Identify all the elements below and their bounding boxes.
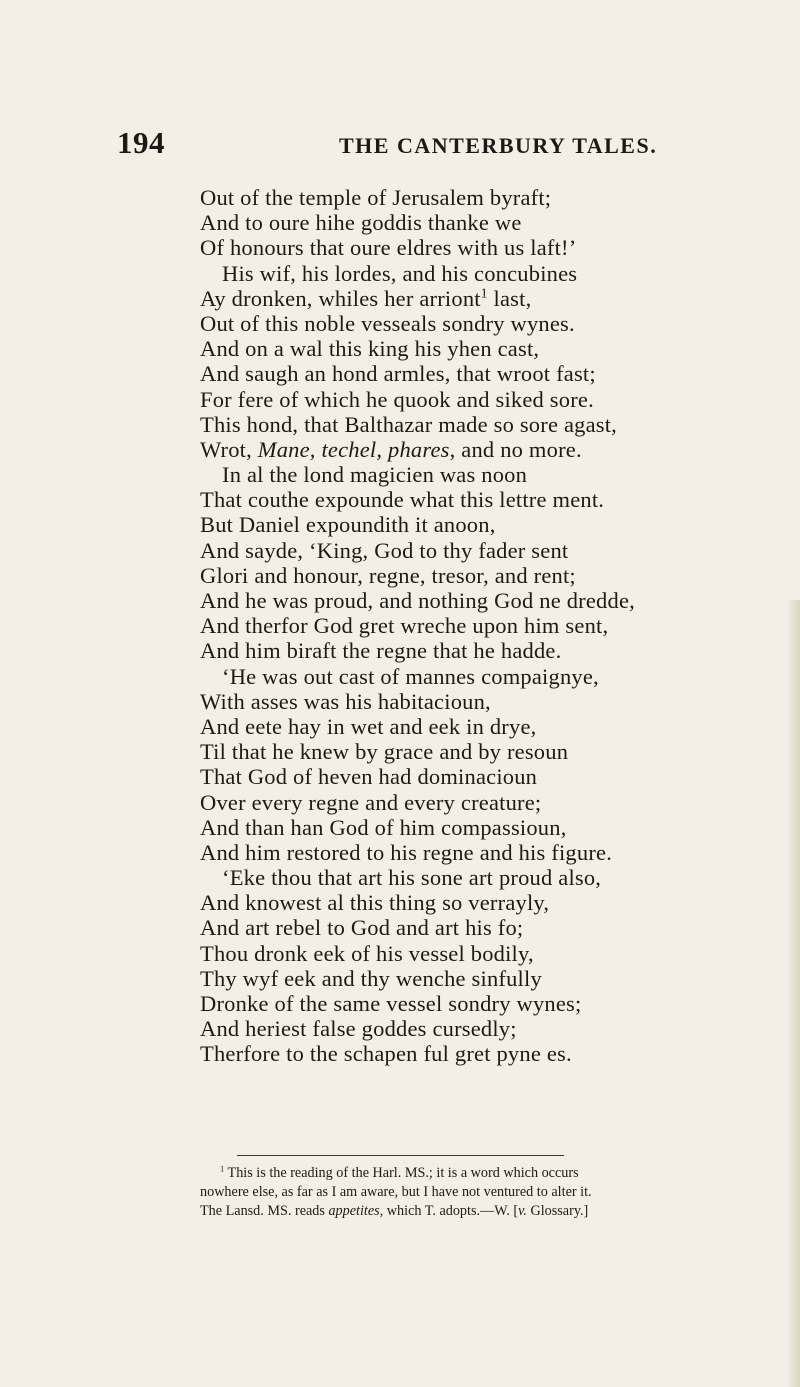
running-title: THE CANTERBURY TALES. bbox=[339, 133, 658, 158]
verse-text: But Daniel expoundith it anoon, bbox=[200, 512, 496, 538]
verse-text: That couthe expounde what this lettre ment. bbox=[200, 487, 605, 513]
verse-line bbox=[200, 840, 780, 865]
verse-line bbox=[200, 487, 780, 512]
verse-block bbox=[200, 185, 780, 1067]
verse-line bbox=[200, 336, 780, 361]
verse-line bbox=[200, 261, 780, 286]
verse-text: And him biraft the regne that he hadde. bbox=[200, 638, 562, 664]
verse-line bbox=[200, 1041, 780, 1066]
verse-line bbox=[200, 815, 780, 840]
verse-line bbox=[200, 462, 780, 487]
verse-text: Glori and honour, regne, tresor, and rent; bbox=[200, 562, 576, 588]
verse-text: Over every regne and every creature; bbox=[200, 789, 542, 815]
footnote-line bbox=[200, 1202, 780, 1221]
verse-line bbox=[200, 1016, 780, 1041]
footnote-italic-text: v. bbox=[518, 1203, 527, 1219]
verse-text: Out of this noble vesseals sondry wynes. bbox=[200, 310, 575, 336]
verse-line bbox=[200, 664, 780, 689]
footnote-text: Glossary.] bbox=[526, 1203, 589, 1219]
footnote-text: This is the reading of the Harl. MS.; it is a word which occurs bbox=[224, 1165, 579, 1181]
verse-line bbox=[200, 286, 780, 311]
footnote-text: The Lansd. MS. reads bbox=[200, 1203, 329, 1219]
verse-text: last, bbox=[487, 285, 532, 311]
verse-text: Therfore to the schapen ful gret pyne es. bbox=[200, 1041, 572, 1067]
verse-text: Of honours that oure eldres with us laft!’ bbox=[200, 235, 577, 261]
verse-line bbox=[200, 638, 780, 663]
verse-text: ‘Eke thou that art his sone art proud also, bbox=[222, 865, 602, 891]
page-edge-shadow bbox=[786, 600, 800, 1387]
verse-text: And saugh an hond armles, that wroot fast; bbox=[200, 361, 596, 387]
footnote bbox=[200, 1164, 780, 1221]
verse-text: With asses was his habitacioun, bbox=[200, 688, 491, 714]
verse-line bbox=[200, 437, 780, 462]
verse-text: Thou dronk eek of his vessel bodily, bbox=[200, 940, 534, 966]
verse-text: Ay dronken, whiles her arriont bbox=[200, 285, 481, 311]
verse-line bbox=[200, 311, 780, 336]
verse-line bbox=[200, 689, 780, 714]
verse-line bbox=[200, 538, 780, 563]
verse-line bbox=[200, 941, 780, 966]
footnote-divider bbox=[237, 1155, 564, 1156]
verse-line bbox=[200, 387, 780, 412]
verse-line bbox=[200, 563, 780, 588]
verse-line bbox=[200, 185, 780, 210]
verse-line bbox=[200, 865, 780, 890]
verse-text: , and no more. bbox=[449, 436, 582, 462]
verse-line bbox=[200, 588, 780, 613]
page-header bbox=[117, 125, 777, 165]
verse-line bbox=[200, 714, 780, 739]
verse-text: And knowest al this thing so verrayly, bbox=[200, 890, 550, 916]
verse-line bbox=[200, 739, 780, 764]
verse-text: Til that he knew by grace and by resoun bbox=[200, 739, 569, 765]
footnote-reference: 1 bbox=[480, 285, 488, 301]
verse-text: And he was proud, and nothing God ne dredde, bbox=[200, 588, 635, 613]
verse-line bbox=[200, 412, 780, 437]
verse-line bbox=[200, 210, 780, 235]
verse-text: And than han God of him compassioun, bbox=[200, 814, 567, 840]
footnote-italic-text: appetites bbox=[328, 1203, 380, 1219]
verse-text: ‘He was out cast of mannes compaignye, bbox=[222, 663, 599, 689]
verse-line bbox=[200, 512, 780, 537]
verse-line bbox=[200, 613, 780, 638]
footnote-text: , which T. adopts.—W. [ bbox=[379, 1203, 519, 1219]
verse-line bbox=[200, 890, 780, 915]
footnote-text: nowhere else, as far as I am aware, but I have not ventured to alter it. bbox=[200, 1184, 592, 1200]
footnote-line bbox=[200, 1164, 780, 1183]
verse-text: And sayde, ‘King, God to thy fader sent bbox=[200, 537, 569, 563]
verse-text: Out of the temple of Jerusalem byraft; bbox=[200, 185, 552, 210]
verse-italic-text: Mane, techel, phares bbox=[257, 436, 450, 462]
verse-text: This hond, that Balthazar made so sore agast, bbox=[200, 411, 618, 437]
verse-text: Wrot, bbox=[200, 436, 258, 462]
verse-line bbox=[200, 915, 780, 940]
verse-text: And therfor God gret wreche upon him sent, bbox=[200, 613, 609, 639]
verse-text: And art rebel to God and art his fo; bbox=[200, 915, 524, 941]
verse-text: Thy wyf eek and thy wenche sinfully bbox=[200, 965, 542, 991]
verse-text: For fere of which he quook and siked sore. bbox=[200, 386, 594, 412]
verse-text: That God of heven had dominacioun bbox=[200, 764, 538, 790]
verse-line bbox=[200, 790, 780, 815]
verse-text: His wif, his lordes, and his concubines bbox=[222, 260, 578, 286]
verse-line bbox=[200, 361, 780, 386]
verse-text: And to oure hihe goddis thanke we bbox=[200, 210, 522, 236]
verse-line bbox=[200, 764, 780, 789]
footnote-line bbox=[200, 1183, 780, 1202]
footnote-mark: 1 bbox=[220, 1163, 225, 1174]
verse-text: In al the lond magicien was noon bbox=[222, 462, 528, 488]
verse-text: And heriest false goddes cursedly; bbox=[200, 1016, 517, 1042]
verse-line bbox=[200, 966, 780, 991]
verse-text: Dronke of the same vessel sondry wynes; bbox=[200, 991, 582, 1016]
page-number: 194 bbox=[117, 125, 165, 160]
verse-line bbox=[200, 991, 780, 1016]
verse-text: And him restored to his regne and his figure. bbox=[200, 839, 613, 865]
verse-line bbox=[200, 235, 780, 260]
verse-text: And eete hay in wet and eek in drye, bbox=[200, 713, 537, 739]
verse-text: And on a wal this king his yhen cast, bbox=[200, 336, 540, 362]
